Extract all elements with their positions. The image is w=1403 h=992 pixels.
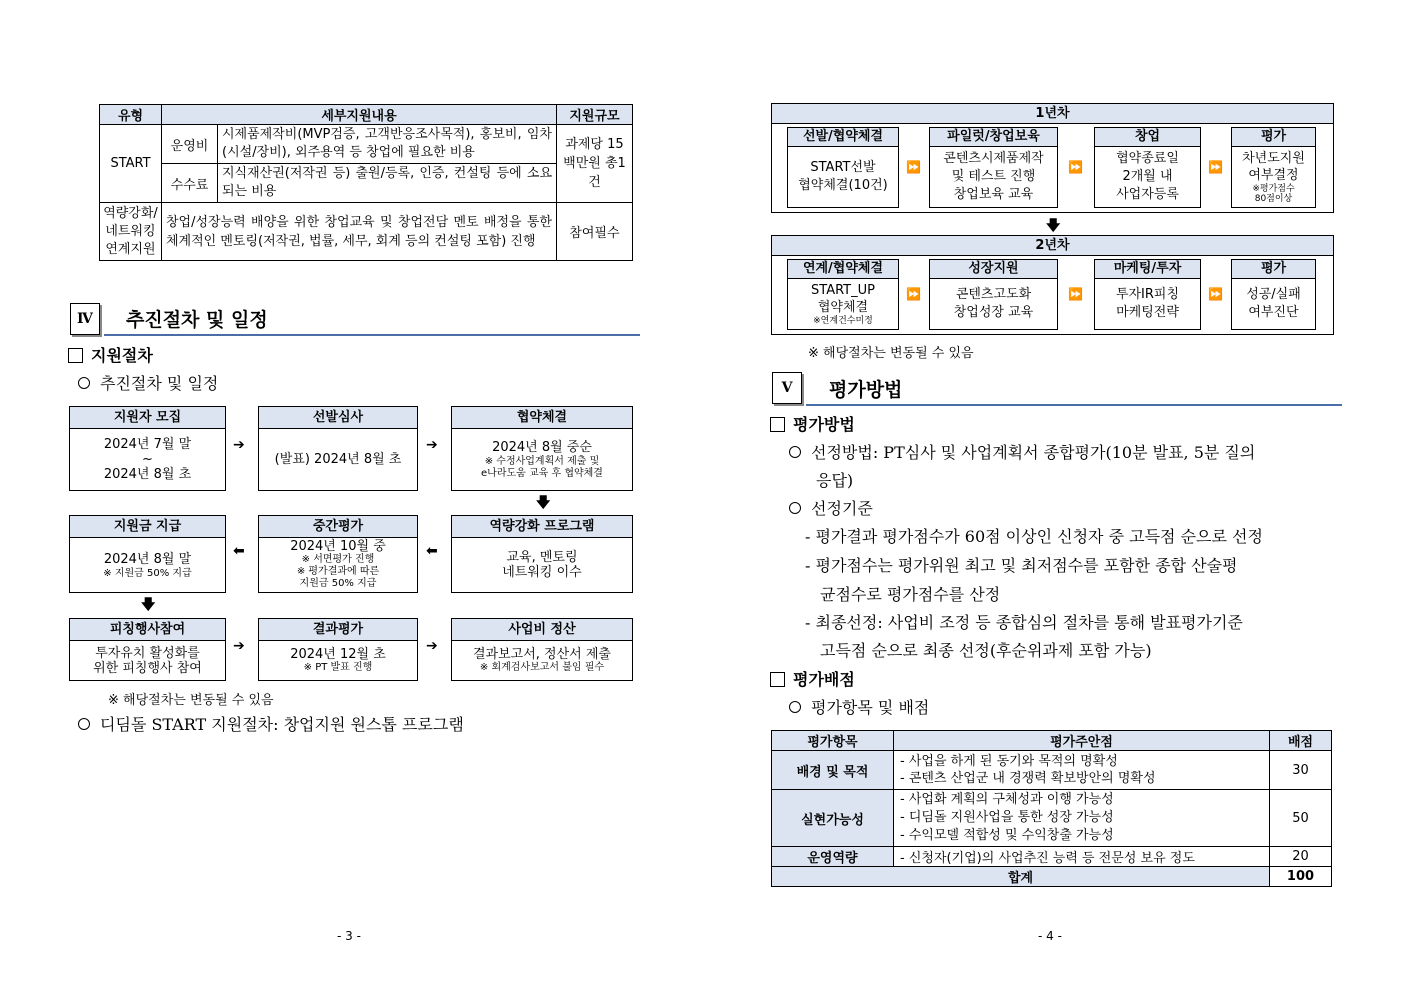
total-label: 합계 (772, 867, 1270, 887)
flow-line: 네트워킹 이수 (502, 565, 582, 580)
arrow-down-icon: 🡇 (141, 597, 156, 613)
eval-item: 운영역량 (772, 847, 894, 867)
eval-point: - 디딤돌 지원사업을 통한 성장 가능성 (900, 810, 1114, 825)
flow-title: 피칭행사참여 (70, 619, 225, 641)
double-arrow-icon: ⏩ (906, 287, 921, 301)
sub-selection: 선정방법: PT심사 및 사업계획서 종합평가(10분 발표, 5분 질의 (789, 442, 1255, 464)
circle-bullet-icon (789, 502, 801, 514)
section-title: 평가방법 (829, 379, 903, 401)
content-capacity: 창업/성장능력 배양을 위한 창업교육 및 창업전담 멘토 배정을 통한 체계적인 멘토링(저작권, 법률, 세무, 회계 등의 컨설팅 포함) 진행 (162, 203, 557, 261)
section-underline (806, 404, 1342, 406)
double-arrow-icon: ⏩ (1208, 287, 1223, 301)
flow-line: 2024년 8월 말 (103, 551, 192, 567)
type-fee: 수수료 (162, 164, 218, 203)
flow-line: 2024년 8월 중순 (492, 440, 592, 455)
flow-box-pitching (69, 618, 226, 681)
note-change-right: ※ 해당절차는 변동될 수 있음 (808, 346, 974, 361)
step-title: 파일럿/창업보육 (930, 128, 1057, 147)
criteria-item-cont: 고득점 순으로 최종 선정(후순위과제 포함 가능) (820, 641, 1152, 660)
step-line: 2개월 내 (1122, 169, 1173, 184)
page-number-right: - 4 - (1038, 929, 1062, 943)
type-start: START (100, 125, 162, 203)
circle-bullet-icon (789, 446, 801, 458)
flow-line: 교육, 멘토링 (506, 550, 578, 565)
step-line: 콘텐츠고도화 (955, 287, 1032, 302)
step-line: 창업성장 교육 (953, 305, 1034, 320)
flow-line: 결과보고서, 정산서 제출 (473, 646, 611, 662)
col-header-scale: 지원규모 (557, 105, 633, 125)
flow-title: 중간평가 (259, 516, 417, 538)
eval-score: 30 (1270, 751, 1332, 790)
flow-line: 투자유치 활성화를 (95, 645, 200, 661)
col-header-score: 배점 (1270, 731, 1332, 751)
step-line: 투자IR피칭 (1115, 287, 1180, 302)
eval-point: - 사업화 계획의 구체성과 이행 가능성 (900, 792, 1114, 807)
note-change: ※ 해당절차는 변동될 수 있음 (108, 693, 274, 708)
total-score: 100 (1270, 867, 1332, 887)
step-line: 및 테스트 진행 (951, 169, 1036, 184)
sub-schedule: 추진절차 및 일정 (78, 373, 218, 395)
y1-step-eval (1231, 127, 1316, 208)
evaluation-table (771, 730, 1332, 887)
flow-title: 협약체결 (452, 407, 632, 429)
flow-title: 역량강화 프로그램 (452, 516, 632, 538)
step-line: 성공/실패 (1246, 287, 1301, 302)
section-underline (104, 334, 640, 336)
flow-title: 지원금 지급 (70, 516, 225, 538)
step-line: 협약종료일 (1116, 151, 1179, 166)
arrow-left-icon: ⬅ (233, 543, 245, 559)
step-line: 콘텐츠시제품제작 (943, 151, 1044, 166)
arrow-right-icon: ➔ (233, 437, 245, 453)
arrow-down-icon: 🡇 (1046, 218, 1061, 234)
step-note: ※연계건수미정 (813, 315, 873, 326)
step-title: 선발/협약체결 (788, 128, 898, 147)
step-title: 마케팅/투자 (1095, 260, 1200, 279)
double-arrow-icon: ⏩ (1068, 160, 1083, 174)
arrow-down-icon: 🡇 (536, 495, 551, 511)
eval-point: - 수익모델 적합성 및 수익창출 가능성 (900, 828, 1114, 843)
step-title: 평가 (1232, 128, 1315, 147)
col-header-points: 평가주안점 (894, 731, 1270, 751)
arrow-right-icon: ➔ (233, 638, 245, 654)
heading-score: 평가배점 (770, 669, 855, 691)
table-row (772, 847, 1332, 867)
double-arrow-icon: ⏩ (1208, 160, 1223, 174)
step-title: 평가 (1232, 260, 1315, 279)
step-line: 사업자등록 (1116, 187, 1179, 202)
col-header-type: 유형 (100, 105, 162, 125)
page-number-left: - 3 - (337, 929, 361, 943)
eval-point: - 콘텐츠 산업군 내 경쟁력 확보방안의 명확성 (900, 771, 1156, 786)
circle-bullet-icon (789, 701, 801, 713)
sub-didimdol: 디딤돌 START 지원절차: 창업지원 원스톱 프로그램 (78, 714, 464, 736)
type-capacity: 역량강화/네트워킹 연계지원 (100, 203, 162, 261)
double-arrow-icon: ⏩ (906, 160, 921, 174)
checkbox-icon (770, 672, 785, 687)
flow-note: ※ 회계검사보고서 불임 필수 (479, 661, 605, 673)
step-line: START선발 (810, 160, 876, 175)
flow-box-capacity (451, 515, 633, 593)
checkbox-icon (68, 348, 83, 363)
heading-method: 평가방법 (770, 414, 855, 436)
section-number: Ⅴ (772, 372, 802, 404)
y1-step-startup (1094, 127, 1201, 208)
eval-score: 20 (1270, 847, 1332, 867)
step-line: 마케팅전략 (1116, 305, 1179, 320)
sub-selection-cont: 응답) (816, 471, 854, 490)
y2-step-link (787, 259, 899, 330)
flow-line: 2024년 12월 초 (290, 646, 386, 662)
flow-title: 결과평가 (259, 619, 417, 641)
flow-title: 사업비 정산 (452, 619, 632, 641)
scale-required: 참여필수 (557, 203, 633, 261)
criteria-item-cont: 균점수로 평가점수를 산정 (820, 585, 1001, 604)
step-line: 협약체결(10건) (798, 178, 888, 193)
arrow-left-icon: ⬅ (426, 543, 438, 559)
section-number: Ⅳ (70, 303, 100, 335)
arrow-right-icon: ➔ (426, 437, 438, 453)
step-title: 성장지원 (930, 260, 1057, 279)
flow-box-screening (258, 406, 418, 491)
y1-step-pilot (929, 127, 1058, 208)
flow-title: 선발심사 (259, 407, 417, 429)
criteria-item: - 평가결과 평가점수가 60점 이상인 신청자 중 고득점 순으로 선정 (805, 527, 1263, 546)
flow-box-recruit (69, 406, 226, 491)
col-header-item: 평가항목 (772, 731, 894, 751)
section-title: 추진절차 및 일정 (126, 309, 268, 331)
flow-box-payment (69, 515, 226, 593)
flow-note: ※ PT 발표 진행 (303, 661, 373, 673)
y2-step-growth (929, 259, 1058, 330)
col-header-content: 세부지원내용 (162, 105, 557, 125)
flow-note: ※ 평가결과에 따른 (296, 566, 380, 577)
content-operating: 시제품제작비(MVP검증, 고객반응조사목적), 홍보비, 임차(시설/장비), 외주용역 등 창업에 필요한 비용 (218, 125, 557, 164)
flow-box-settlement (451, 618, 633, 681)
checkbox-icon (770, 417, 785, 432)
flow-line: (발표) 2024년 8월 초 (274, 452, 402, 467)
step-line: 창업보육 교육 (953, 187, 1034, 202)
flow-box-midterm (258, 515, 418, 593)
step-note: ※평가점수 (1252, 184, 1295, 194)
content-fee: 지식재산권(저작권 등) 출원/등록, 인증, 컨설팅 등에 소요되는 비용 (218, 164, 557, 203)
table-total-row (772, 867, 1332, 887)
eval-point: - 신청자(기업)의 사업추진 능력 등 전문성 보유 정도 (894, 847, 1270, 867)
sub-criteria: 선정기준 (789, 498, 873, 520)
year2-title: 2년차 (772, 236, 1333, 256)
flow-title: 지원자 모집 (70, 407, 225, 429)
step-line: 여부진단 (1248, 305, 1299, 320)
flow-note: ※ 수정사업계획서 제출 및 (484, 456, 600, 467)
step-line: 여부결정 (1248, 168, 1299, 183)
step-line: START_UP (811, 282, 875, 298)
support-table (99, 104, 633, 261)
eval-score: 50 (1270, 790, 1332, 847)
criteria-item: - 최종선정: 사업비 조정 등 종합심의 절차를 통해 발표평가기준 (805, 613, 1243, 632)
step-title: 창업 (1095, 128, 1200, 147)
year1-title: 1년차 (772, 104, 1333, 124)
double-arrow-icon: ⏩ (1068, 287, 1083, 301)
circle-bullet-icon (78, 718, 90, 730)
y1-step-select (787, 127, 899, 208)
flow-box-agreement (451, 406, 633, 491)
step-line: 차년도지원 (1242, 151, 1305, 166)
y2-step-eval (1231, 259, 1316, 330)
eval-item: 배경 및 목적 (772, 751, 894, 790)
y2-step-marketing (1094, 259, 1201, 330)
step-title: 연계/협약체결 (788, 260, 898, 279)
flow-line: 위한 피칭행사 참여 (93, 660, 202, 676)
type-operating: 운영비 (162, 125, 218, 164)
scale-cell: 과제당 15백만원 총1건 (557, 125, 633, 203)
flow-line: 2024년 7월 말 (103, 437, 192, 452)
step-line: 협약체결 (817, 299, 869, 315)
table-row (772, 790, 1332, 847)
circle-bullet-icon (78, 377, 90, 389)
flow-line: ~ (142, 452, 153, 467)
flow-note: 지원금 50% 지급 (299, 578, 377, 589)
eval-item: 실현가능성 (772, 790, 894, 847)
criteria-item: - 평가점수는 평가위원 최고 및 최저점수를 포함한 종합 산술평 (805, 556, 1238, 575)
eval-point: - 사업을 하게 된 동기와 목적의 명확성 (900, 754, 1118, 769)
flow-box-final (258, 618, 418, 681)
flow-note: e나라도움 교육 후 협약체결 (481, 468, 603, 479)
flow-note: ※ 지원금 50% 지급 (103, 567, 192, 579)
step-note: 80점이상 (1254, 194, 1293, 204)
sub-items: 평가항목 및 배점 (789, 697, 929, 719)
table-row (772, 751, 1332, 790)
arrow-right-icon: ➔ (426, 638, 438, 654)
heading-support: 지원절차 (68, 345, 153, 367)
flow-note: ※ 서면평가 진행 (301, 554, 375, 565)
flow-line: 2024년 8월 초 (103, 467, 192, 482)
flow-line: 2024년 10월 중 (290, 539, 386, 554)
